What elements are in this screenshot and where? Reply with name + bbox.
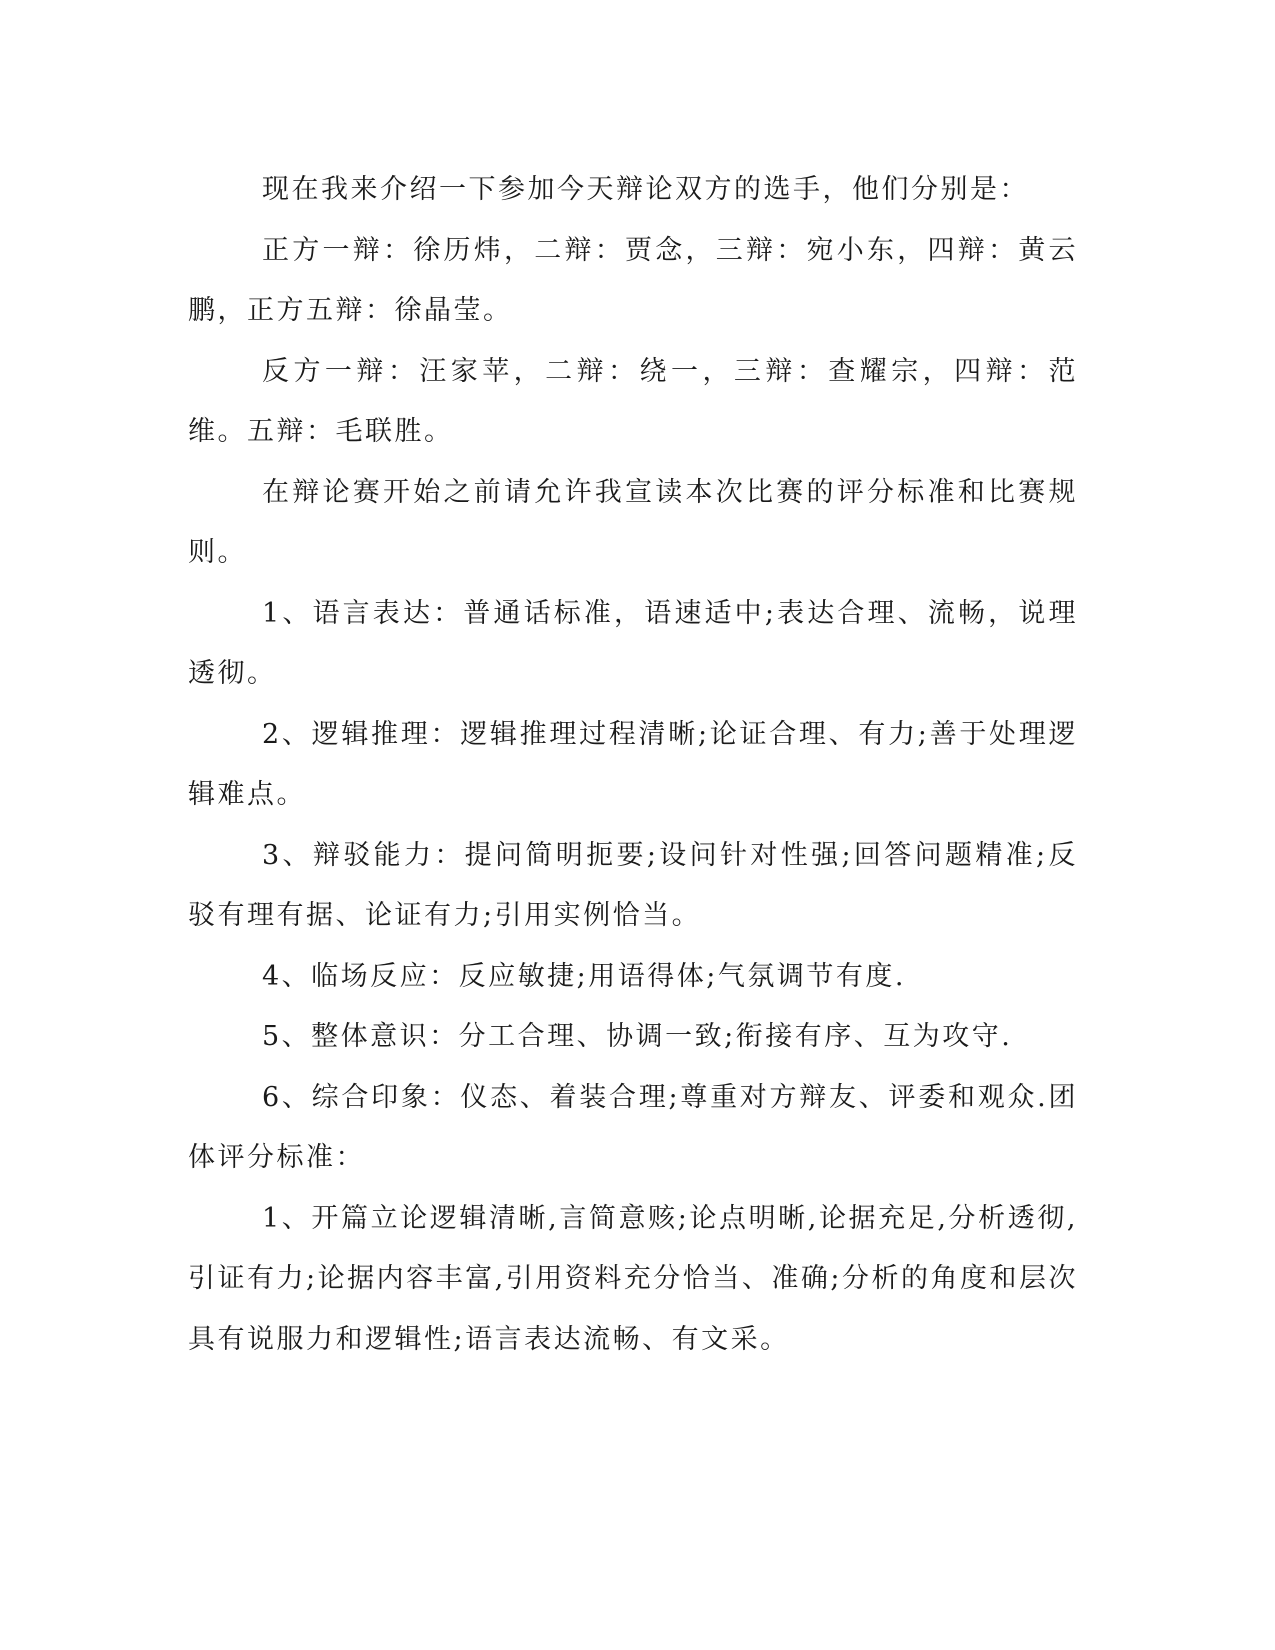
paragraph-intro: 现在我来介绍一下参加今天辩论双方的选手，他们分别是： (262, 174, 1029, 205)
paragraph-criterion-impression: 6、综合印象：仪态、着装合理;尊重对方辩友、评委和观众.团体评分标准： (188, 1081, 1078, 1173)
paragraph-team-opening: 1、开篇立论逻辑清晰,言简意赅;论点明晰,论据充足,分析透彻,引证有力;论据内容丰富,引用资料充分恰当、准确;分析的角度和层次具有说服力和逻辑性;语言表达流畅、有文采。 (188, 1202, 1078, 1355)
paragraph-criterion-logic: 2、逻辑推理：逻辑推理过程清晰;论证合理、有力;善于处理逻辑难点。 (188, 718, 1078, 810)
document-body (188, 160, 1078, 1370)
paragraph-criterion-reaction: 4、临场反应：反应敏捷;用语得体;气氛调节有度. (262, 960, 906, 992)
paragraph-criterion-rebuttal: 3、辩驳能力：提问简明扼要;设问针对性强;回答问题精准;反驳有理有据、论证有力;引用实例恰当。 (188, 839, 1078, 931)
paragraph-criterion-teamwork: 5、整体意识：分工合理、协调一致;衔接有序、互为攻守. (262, 1021, 1013, 1052)
paragraph-criterion-language: 1、语言表达：普通话标准，语速适中;表达合理、流畅，说理透彻。 (188, 597, 1078, 689)
paragraph-negative-team: 反方一辩：汪家苹，二辩：绕一，三辩：查耀宗，四辩：范维。五辩：毛联胜。 (188, 355, 1078, 447)
paragraph-affirmative-team: 正方一辩：徐历炜，二辩：贾念，三辩：宛小东，四辩：黄云鹏，正方五辩：徐晶莹。 (188, 234, 1078, 326)
paragraph-rules-intro: 在辩论赛开始之前请允许我宣读本次比赛的评分标准和比赛规则。 (188, 476, 1078, 568)
